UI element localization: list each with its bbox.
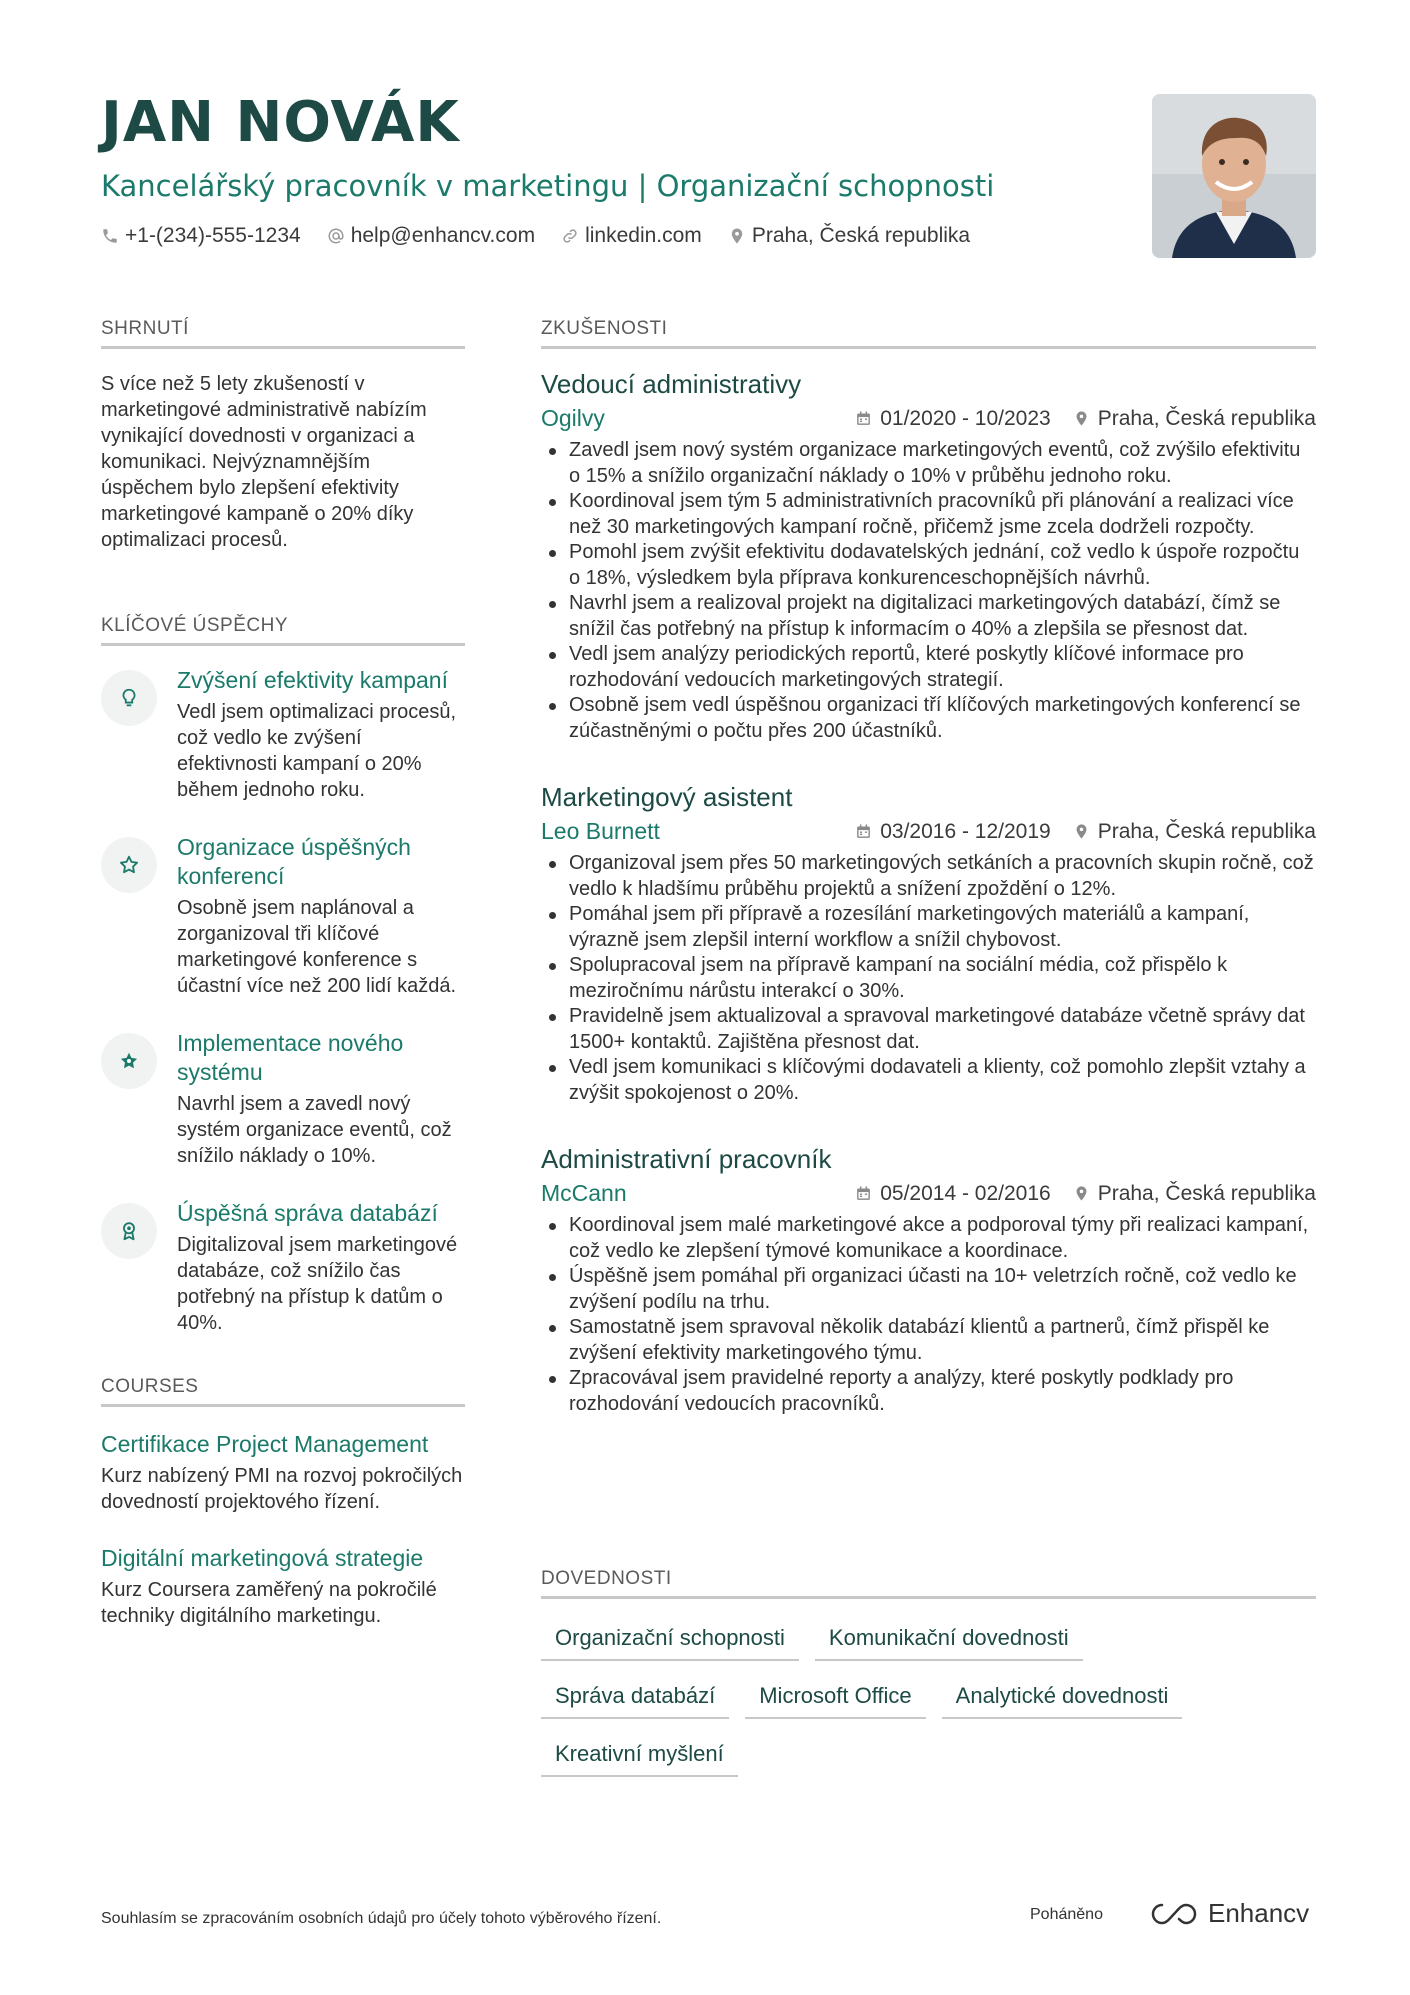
job-location: Praha, Česká republika bbox=[1097, 1181, 1316, 1205]
skills-title: DOVEDNOSTI bbox=[541, 1568, 1316, 1599]
contact-location bbox=[728, 224, 970, 248]
calendar-icon bbox=[855, 823, 872, 840]
achievement-desc: Osobně jsem naplánoval a zorganizoval tři klíčové marketingové konference s účastní více než 200 lidí každá. bbox=[177, 897, 457, 997]
candidate-name: JAN NOVÁK bbox=[101, 90, 460, 155]
job-company: Ogilvy bbox=[541, 405, 605, 431]
job-entry bbox=[541, 1142, 1316, 1417]
job-bullets bbox=[541, 1213, 1316, 1417]
achievement-item bbox=[101, 833, 465, 999]
linkedin-text[interactable]: linkedin.com bbox=[585, 224, 702, 247]
course-title: Digitální marketingová strategie bbox=[101, 1545, 424, 1571]
achievement-title: Organizace úspěšných konferencí bbox=[177, 834, 411, 889]
achievement-item bbox=[101, 1029, 465, 1169]
achievement-item bbox=[101, 666, 465, 803]
location-pin-icon bbox=[1073, 410, 1090, 427]
skill-tag: Microsoft Office bbox=[745, 1679, 925, 1719]
achievement-desc: Digitalizoval jsem marketingové databáze, což snížilo čas potřebný na přístup k datům o 40%. bbox=[177, 1234, 458, 1334]
bullet-item: Zpracovával jsem pravidelné reporty a analýzy, které poskytly podklady pro rozhodování vedoucích pracovníků. bbox=[541, 1366, 1316, 1417]
infinity-logo-icon bbox=[1150, 1901, 1198, 1927]
courses-section bbox=[101, 1376, 465, 1629]
bullet-item: Pravidelně jsem aktualizoval a spravoval marketingové databáze včetně správy dat 1500+ kontaktů. Zajištěna přesnost dat. bbox=[541, 1004, 1316, 1055]
candidate-headline: Kancelářský pracovník v marketingu | Organizační schopnosti bbox=[101, 169, 995, 203]
course-item bbox=[101, 1543, 465, 1629]
courses-title: COURSES bbox=[101, 1376, 465, 1407]
achievement-title: Implementace nového systému bbox=[177, 1030, 404, 1085]
job-company: McCann bbox=[541, 1180, 627, 1206]
email-text[interactable]: help@enhancv.com bbox=[350, 224, 536, 247]
skill-tag: Správa databází bbox=[541, 1679, 729, 1719]
summary-title: SHRNUTÍ bbox=[101, 318, 465, 349]
location-pin-icon bbox=[1073, 1185, 1090, 1202]
consent-note: Souhlasím se zpracováním osobních údajů pro účely tohoto výběrového řízení. bbox=[101, 1910, 662, 1927]
bullet-item: Zavedl jsem nový systém organizace marketingových eventů, což zvýšilo efektivitu o 15% a snížilo organizační náklady o 10% v průběhu jednoho roku. bbox=[541, 438, 1316, 489]
bullet-item: Pomohl jsem zvýšit efektivitu dodavatelských jednání, což vedlo k úspoře rozpočtu o 18%, výsledkem byla příprava konkurenceschopnějších návrhů. bbox=[541, 540, 1316, 591]
bullet-item: Koordinoval jsem malé marketingové akce a podporoval týmy při realizaci kampaní, což vedlo ke zlepšení týmové komunikace a koordinace. bbox=[541, 1213, 1316, 1264]
link-icon bbox=[561, 227, 579, 245]
job-dates: 03/2016 - 12/2019 bbox=[880, 819, 1051, 843]
achievement-title: Úspěšná správa databází bbox=[177, 1200, 438, 1226]
achievements-title: KLÍČOVÉ ÚSPĚCHY bbox=[101, 615, 465, 646]
achievement-title: Zvýšení efektivity kampaní bbox=[177, 667, 448, 693]
contact-linkedin[interactable] bbox=[561, 224, 702, 248]
profile-photo bbox=[1152, 94, 1316, 258]
bullet-item: Koordinoval jsem tým 5 administrativních pracovníků při plánování a realizaci více než 30 marketingových kampaní ročně, přičemž jsme zcela dodrželi rozpočty. bbox=[541, 489, 1316, 540]
experience-title: ZKUŠENOSTI bbox=[541, 318, 1316, 349]
bullet-item: Úspěšně jsem pomáhal při organizaci účasti na 10+ veletrzích ročně, což vedlo ke zvýšení podílu na trhu. bbox=[541, 1264, 1316, 1315]
phone-icon bbox=[101, 227, 119, 245]
job-title: Vedoucí administrativy bbox=[541, 369, 802, 399]
achievement-desc: Navrhl jsem a zavedl nový systém organizace eventů, což snížilo náklady o 10%. bbox=[177, 1093, 452, 1167]
skill-tag: Analytické dovednosti bbox=[942, 1679, 1183, 1719]
job-bullets bbox=[541, 438, 1316, 744]
star-icon bbox=[101, 837, 157, 893]
contact-row bbox=[101, 224, 1101, 248]
job-entry bbox=[541, 367, 1316, 744]
bullet-item: Osobně jsem vedl úspěšnou organizaci tří klíčových marketingových konferencí se zúčastněnými o počtu přes 200 účastníků. bbox=[541, 693, 1316, 744]
award-icon bbox=[101, 1203, 157, 1259]
location-text: Praha, Česká republika bbox=[751, 224, 971, 247]
job-location: Praha, Česká republika bbox=[1097, 406, 1316, 430]
bullet-item: Vedl jsem komunikaci s klíčovými dodavateli a klienty, což pomohlo zlepšit vztahy a zvýšit spokojenost o 20%. bbox=[541, 1055, 1316, 1106]
powered-by-label: Poháněno bbox=[1030, 1906, 1103, 1923]
course-desc: Kurz Coursera zaměřený na pokročilé techniky digitálního marketingu. bbox=[101, 1579, 437, 1627]
summary-text: S více než 5 lety zkušeností v marketingové administrativě nabízím vynikající dovednosti v organizaci a komunikaci. Nejvýznamnějším úspěchem bylo zlepšení efektivity marketingové kampaně o 20% díky optimalizaci procesů. bbox=[101, 373, 427, 551]
skills-section bbox=[541, 1568, 1316, 1777]
course-desc: Kurz nabízený PMI na rozvoj pokročilých dovedností projektového řízení. bbox=[101, 1465, 463, 1513]
calendar-icon bbox=[855, 1185, 872, 1202]
achievements-section bbox=[101, 615, 465, 1336]
location-pin-icon bbox=[728, 227, 746, 245]
bullet-item: Pomáhal jsem při přípravě a rozesílání marketingových materiálů a kampaní, výrazně jsem zlepšil interní workflow a snížil chybovost. bbox=[541, 902, 1316, 953]
course-item bbox=[101, 1429, 465, 1515]
calendar-icon bbox=[855, 410, 872, 427]
job-location: Praha, Česká republika bbox=[1097, 819, 1316, 843]
skill-tag: Kreativní myšlení bbox=[541, 1737, 738, 1777]
brand-name[interactable]: Enhancv bbox=[1208, 1898, 1310, 1928]
achievement-item bbox=[101, 1199, 465, 1336]
contact-email[interactable] bbox=[327, 224, 535, 248]
job-bullets bbox=[541, 851, 1316, 1106]
job-title: Administrativní pracovník bbox=[541, 1144, 832, 1174]
phone-text: +1-(234)-555-1234 bbox=[125, 224, 301, 247]
right-column bbox=[541, 318, 1316, 1417]
achievement-desc: Vedl jsem optimalizaci procesů, což vedlo ke zvýšení efektivnosti kampaní o 20% během jednoho roku. bbox=[177, 701, 457, 801]
bullet-item: Spolupracoval jsem na přípravě kampaní na sociální média, což přispělo k meziročnímu nárůstu interakcí o 30%. bbox=[541, 953, 1316, 1004]
resume-header bbox=[101, 90, 1101, 248]
job-company: Leo Burnett bbox=[541, 818, 660, 844]
enhancv-logo[interactable] bbox=[1150, 1898, 1309, 1929]
bullet-item: Vedl jsem analýzy periodických reportů, které poskytly klíčové informace pro rozhodování vedoucích marketingových strategií. bbox=[541, 642, 1316, 693]
skill-tag: Organizační schopnosti bbox=[541, 1621, 799, 1661]
course-title: Certifikace Project Management bbox=[101, 1431, 429, 1457]
left-column bbox=[101, 318, 465, 1629]
job-dates: 01/2020 - 10/2023 bbox=[880, 406, 1051, 430]
bullet-item: Samostatně jsem spravoval několik databází klientů a partnerů, čímž přispěl ke zvýšení efektivity marketingového týmu. bbox=[541, 1315, 1316, 1366]
skills-list bbox=[541, 1621, 1261, 1777]
star-sparkle-icon bbox=[101, 1033, 157, 1089]
lightbulb-icon bbox=[101, 670, 157, 726]
contact-phone bbox=[101, 224, 301, 248]
portrait-illustration bbox=[1152, 94, 1316, 258]
job-dates: 05/2014 - 02/2016 bbox=[880, 1181, 1051, 1205]
summary-section bbox=[101, 318, 465, 553]
bullet-item: Organizoval jsem přes 50 marketingových setkáních a pracovních skupin ročně, což vedlo k hladšímu průběhu projektů a snížení zpoždění o 12%. bbox=[541, 851, 1316, 902]
job-entry bbox=[541, 780, 1316, 1106]
job-title: Marketingový asistent bbox=[541, 782, 793, 812]
location-pin-icon bbox=[1073, 823, 1090, 840]
at-icon bbox=[327, 227, 345, 245]
skill-tag: Komunikační dovednosti bbox=[815, 1621, 1083, 1661]
bullet-item: Navrhl jsem a realizoval projekt na digitalizaci marketingových databází, čímž se snížil čas potřebný na přístup k informacím o 40% a zlepšila se přesnost dat. bbox=[541, 591, 1316, 642]
